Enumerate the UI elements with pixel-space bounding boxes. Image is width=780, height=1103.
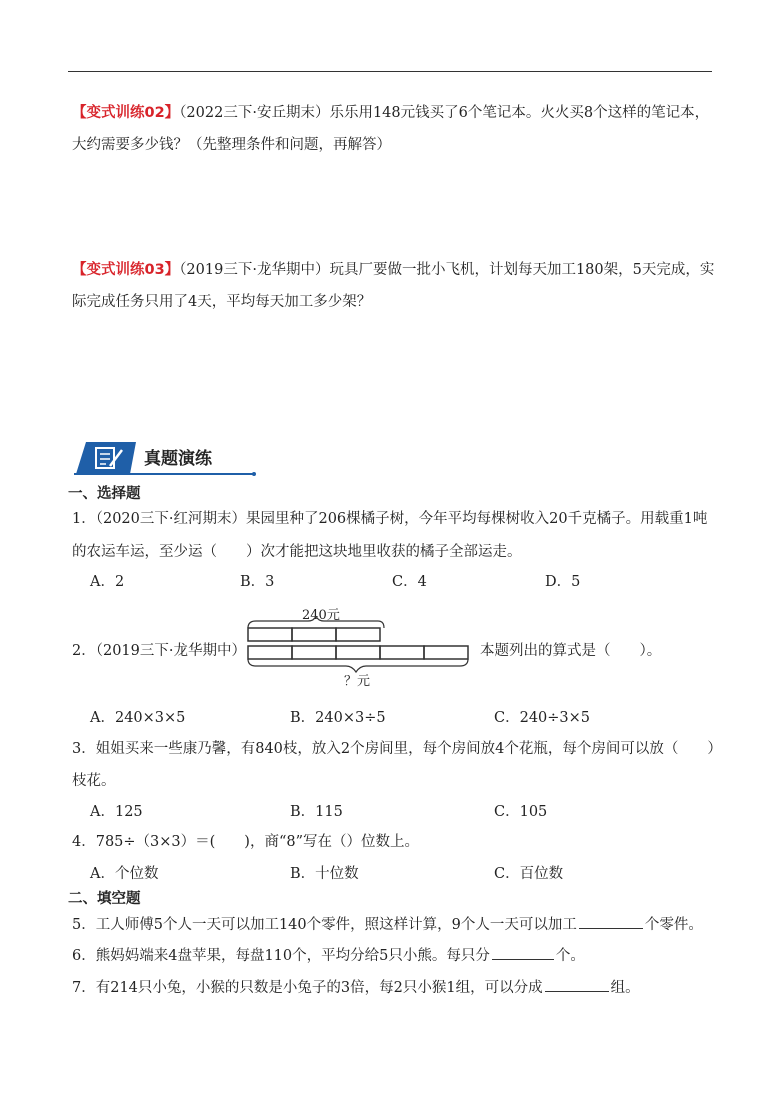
q3-option-c[interactable]: C．105 [494,804,548,820]
variant3-text-1: （2019三下·龙华期中）玩具厂要做一批小飞机，计划每天加工180架，5天完成，实 [179,262,715,278]
q1-option-b[interactable]: B．3 [240,574,275,590]
q3-line2: 枝花。 [72,773,116,789]
q5-line [72,913,703,934]
q1-line2: 的农运车运，至少运（ ）次才能把这块地里收获的橘子全部运走。 [72,544,522,560]
q5-text-after: 个零件。 [644,917,703,933]
variant2-text-2: 大约需要多少钱？（先整理条件和问题，再解答） [72,137,391,153]
q7-answer-blank[interactable] [545,977,609,992]
q4-option-c[interactable]: C．百位数 [494,866,564,882]
q7-line [72,976,640,997]
q3-option-a[interactable]: A．125 [90,804,143,820]
q6-text-before: 6．熊妈妈端来4盘苹果，每盘110个，平均分给5只小熊。每只分 [72,948,490,964]
section2-heading: 二、填空题 [68,891,141,907]
top-brace [248,616,384,628]
q1-option-c[interactable]: C．4 [392,574,427,590]
q2-prefix: 2．（2019三下·龙华期中） [72,643,246,659]
q2-bottom-label: ？元 [344,674,371,689]
q6-answer-blank[interactable] [492,945,554,960]
q7-text-after: 组。 [610,980,640,996]
variant3-line1 [72,258,714,279]
q2-option-b[interactable]: B．240×3÷5 [290,710,386,726]
header-rule [68,71,712,72]
q3-option-b[interactable]: B．115 [290,804,343,820]
variant2-line1 [72,101,709,122]
q4-option-a[interactable]: A．个位数 [90,866,159,882]
q5-answer-blank[interactable] [579,914,643,929]
section-banner [74,440,256,476]
q3-line1: 3．姐姐买来一些康乃馨，有840枝，放入2个房间里，每个房间放4个花瓶，每个房间可以放（ ） [72,741,722,757]
variant3-tag: 【变式训练03】 [72,262,180,278]
q6-text-after: 个。 [555,948,585,964]
q5-text-before: 5．工人师傅5个人一天可以加工140个零件，照这样计算，9个人一天可以加工 [72,917,577,933]
variant3-text-2: 际完成任务只用了4天，平均每天加工多少架？ [72,294,372,310]
q1-line1: 1．（2020三下·红河期末）果园里种了206棵橘子树，今年平均每棵树收入20千克橘子。用载重1吨 [72,511,708,527]
q2-suffix: 本题列出的算式是（ ）。 [480,643,662,659]
q2-top-label: 240元 [302,608,340,623]
variant2-tag: 【变式训练02】 [72,105,180,121]
q7-text-before: 7．有214只小兔，小猴的只数是小兔子的3倍，每2只小猴1组，可以分成 [72,980,543,996]
q2-bar-diagram [246,616,472,676]
q4-option-b[interactable]: B．十位数 [290,866,359,882]
q2-option-a[interactable]: A．240×3×5 [90,710,186,726]
banner-title: 真题演练 [144,449,212,469]
q6-line [72,944,585,965]
q1-option-a[interactable]: A．2 [90,574,125,590]
section1-heading: 一、选择题 [68,486,141,502]
q4-line1: 4．785÷（3×3）＝( )，商“8”写在（）位数上。 [72,834,420,850]
q1-option-d[interactable]: D．5 [545,574,581,590]
q2-option-c[interactable]: C．240÷3×5 [494,710,591,726]
variant2-text-1: （2022三下·安丘期末）乐乐用148元钱买了6个笔记本。火火买8个这样的笔记本， [179,105,710,121]
